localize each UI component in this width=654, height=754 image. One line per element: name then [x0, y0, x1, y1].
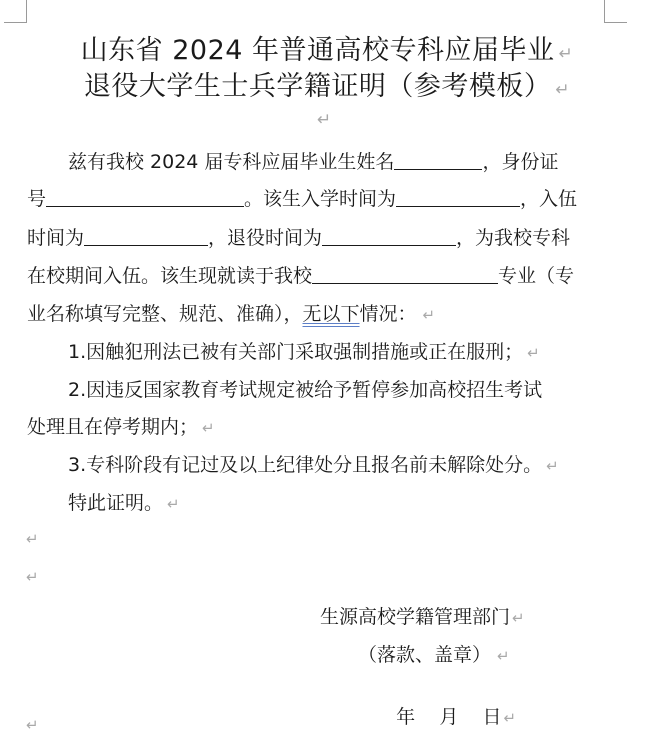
- body-line-1[interactable]: [68, 150, 558, 174]
- certification-line[interactable]: [68, 491, 180, 516]
- signature-date[interactable]: [372, 681, 516, 754]
- body-text: ，退役时间为: [208, 227, 323, 249]
- crop-mark-top-right: [604, 0, 627, 23]
- paragraph-mark-icon: ↵: [202, 419, 215, 437]
- body-text: 在校期间入伍。该生现就读于我校: [27, 265, 313, 287]
- paragraph-mark-icon: ↵: [503, 709, 517, 727]
- id-number-blank-field[interactable]: [46, 188, 244, 207]
- discharge-date-blank-field[interactable]: [322, 227, 456, 246]
- paragraph-mark-icon: ↵: [555, 80, 571, 100]
- seal-text: （落款、盖章）: [358, 644, 492, 666]
- body-text: 时间为: [27, 227, 85, 249]
- body-line-2[interactable]: [27, 187, 577, 211]
- body-text: ，身份证: [482, 151, 559, 173]
- name-blank-field[interactable]: [394, 151, 482, 170]
- condition-item-2-cont[interactable]: [27, 415, 215, 440]
- date-text: 年 月 日: [396, 706, 502, 728]
- body-text: 专业（专: [498, 265, 575, 287]
- paragraph-mark-icon: ↵: [317, 110, 332, 130]
- condition-item-3[interactable]: [68, 453, 559, 478]
- condition-item-2[interactable]: [68, 378, 542, 402]
- grammar-underline-text[interactable]: 无以下: [302, 303, 360, 325]
- body-text: 兹有我校 2024 届专科应届毕业生姓名: [68, 151, 395, 173]
- condition-text: 处理且在停考期内；: [27, 416, 199, 438]
- body-line-3[interactable]: [27, 226, 570, 250]
- body-line-4[interactable]: [27, 264, 574, 288]
- condition-text: 3.专科阶段有记过及以上纪律处分且报名前未解除处分。: [68, 454, 543, 476]
- title-text-2: 退役大学生士兵学籍证明（参考模板）: [83, 71, 552, 102]
- certification-text: 特此证明。: [68, 492, 164, 514]
- condition-item-1[interactable]: [68, 340, 540, 365]
- paragraph-mark-icon: ↵: [422, 306, 436, 324]
- condition-text: 1.因触犯刑法已被有关部门采取强制措施或正在服刑；: [68, 341, 524, 363]
- enrollment-date-blank-field[interactable]: [396, 188, 520, 207]
- body-text: 。该生入学时间为: [244, 188, 397, 210]
- paragraph-mark-icon: ↵: [167, 495, 180, 513]
- title-text-1: 山东省 2024 年普通高校专科应届毕业: [80, 35, 555, 66]
- body-text: 业名称填写完整、规范、准确），: [27, 303, 303, 325]
- body-line-5[interactable]: [27, 302, 435, 327]
- document-title-line-2[interactable]: [0, 64, 654, 103]
- paragraph-mark-icon: ↵: [546, 457, 559, 475]
- body-text: 情况：: [359, 303, 417, 325]
- body-text: 号: [27, 188, 47, 210]
- paragraph-mark-icon: ↵: [26, 716, 39, 734]
- signature-department[interactable]: [320, 605, 525, 630]
- major-blank-field[interactable]: [312, 265, 498, 284]
- body-text: ，入伍: [520, 188, 578, 210]
- department-text: 生源高校学籍管理部门: [320, 606, 511, 628]
- condition-text: 2.因违反国家教育考试规定被给予暂停参加高校招生考试: [68, 379, 543, 401]
- document-title-line-1[interactable]: [0, 28, 654, 67]
- body-text: ，为我校专科: [456, 227, 571, 249]
- paragraph-mark-icon: ↵: [497, 647, 510, 665]
- paragraph-mark-icon: ↵: [512, 609, 525, 627]
- enlistment-date-blank-field[interactable]: [84, 227, 208, 246]
- paragraph-mark-icon: ↵: [558, 44, 574, 64]
- paragraph-mark-icon: ↵: [26, 568, 39, 586]
- paragraph-mark-icon: ↵: [527, 344, 540, 362]
- crop-mark-top-left: [4, 0, 27, 23]
- paragraph-mark-icon: ↵: [26, 530, 39, 548]
- signature-seal[interactable]: [358, 643, 510, 668]
